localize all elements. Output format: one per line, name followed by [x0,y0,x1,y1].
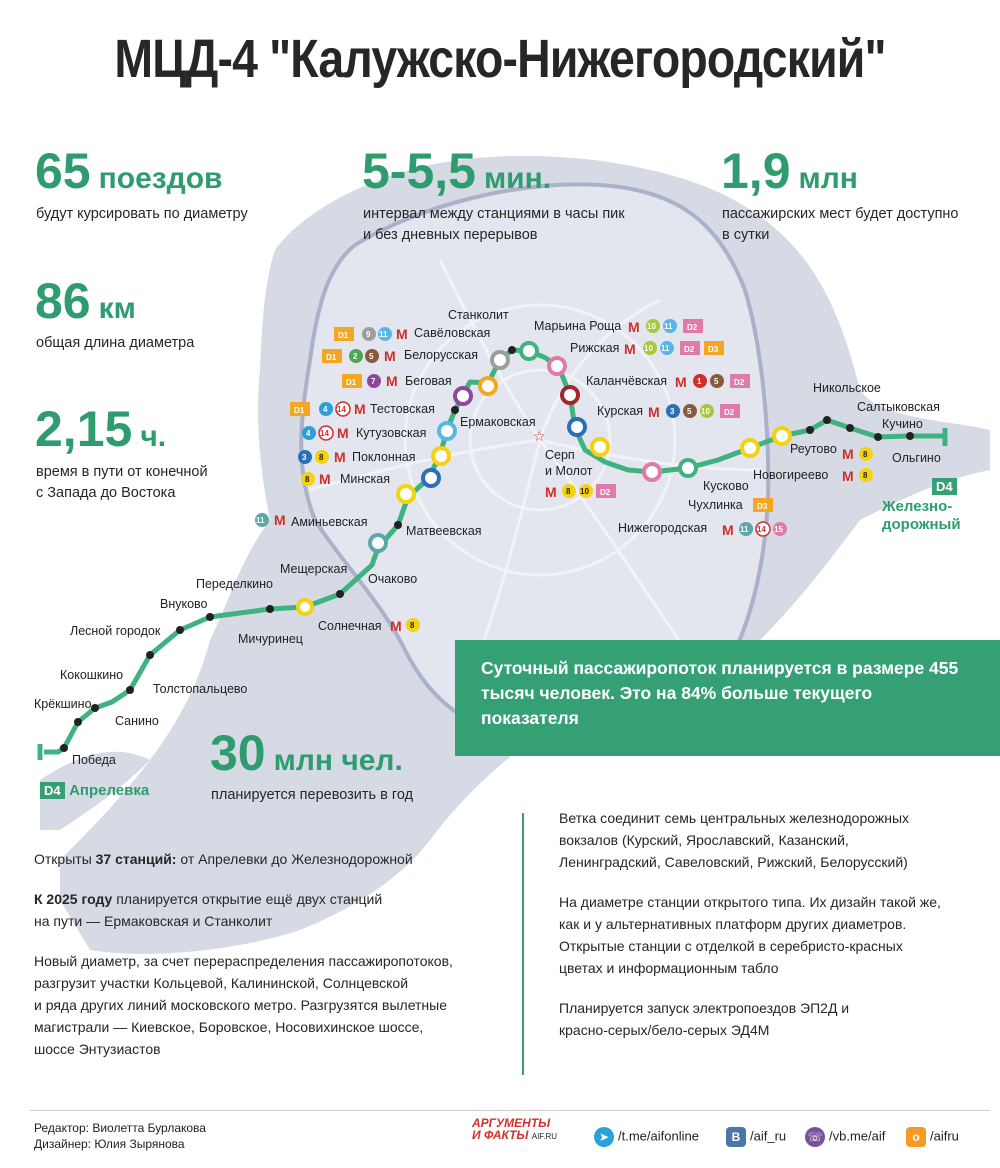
line-10-text: 10 [647,322,656,331]
station-label: Мичуринец [238,632,303,646]
stat-number: 65 [35,143,91,199]
note-text: на пути — Ермаковская и Станколит [34,913,273,929]
telegram-icon: ➤ [594,1127,614,1147]
station-label: Аминьевская [291,515,368,529]
viber-link[interactable] [805,1127,885,1147]
caption-line: время в пути от конечной [36,464,208,480]
d2-text: D2 [687,323,698,332]
stat-number: 86 [35,273,91,329]
station-label: Нижегородская [618,521,708,535]
line-11-text: 11 [661,344,670,353]
station-label: Поклонная [352,450,416,464]
d4-badge: D4 [40,782,65,799]
line-14-text: 14 [757,525,766,534]
station-label: Марьина Роща [534,319,622,333]
station-label: Ермаковская [460,415,536,429]
line-11-text: 11 [740,525,749,534]
line-11-text: 11 [379,330,388,339]
metro-icon: M [354,401,366,417]
station-label: Савёловская [414,326,491,340]
stat-caption: будут курсировать по диаметру [36,206,248,222]
d3-text: D3 [757,502,768,511]
notes-right [559,807,979,1041]
line-8-text: 8 [863,471,868,480]
station-label: Переделкино [196,577,273,591]
d2-text: D2 [600,488,611,497]
stat-unit: мин. [483,162,552,195]
note-text: от Апрелевки до Железнодорожной [176,851,413,867]
link-text: /aif_ru [750,1128,787,1144]
station-label: Тестовская [370,402,435,416]
station-label: Серп [545,448,575,462]
station-label: Станколит [448,308,509,322]
metro-icon: M [842,446,854,462]
logo-line-2 [472,1129,557,1143]
note-line: красно-серых/бело-серых ЭД4М [559,1022,770,1038]
line-10-text: 10 [644,344,653,353]
station-label: Белорусская [404,348,479,362]
station-label: Кутузовская [356,426,427,440]
terminal-name-line: Железно- [882,498,953,515]
editor-credit: Редактор: Виолетта Бурлакова [34,1121,206,1135]
metro-icon: M [624,341,636,357]
note-line: вокзалов (Курский, Ярославский, Казанский, [559,832,849,848]
note-line: Ленинградский, Савеловский, Рижский, Белорусский) [559,854,908,870]
note-line: разгрузит участки Кольцевой, Калининской, Солнцевской [34,975,409,991]
line-3-text: 3 [302,453,307,462]
line-5-text: 5 [687,407,692,416]
line-9-text: 9 [366,330,371,339]
station-label: Толстопальцево [153,682,248,696]
terminal-name-line: дорожный [882,516,961,533]
stat-unit: млн [798,162,858,195]
note-line: Планируется запуск электропоездов ЭП2Д и [559,1000,850,1016]
stat-unit: поездов [98,162,223,195]
note-line: шоссе Энтузиастов [34,1041,161,1057]
caption-line: и без дневных перерывов [363,227,538,243]
stat-number: 30 [210,725,266,781]
aif-logo[interactable] [472,1117,557,1143]
page-title: МЦД-4 "Калужско-Нижегородский" [114,29,886,89]
note-line: и ряда других линий московского метро. Разгрузятся вылетные [34,997,448,1013]
note-line: Новый диаметр, за счет перераспределения пассажиропотоков, [34,953,453,969]
station-label: Чухлинка [688,498,743,512]
line-5-text: 5 [714,377,719,386]
kremlin-star-icon: ☆ [533,429,546,445]
note-paragraph [34,848,494,870]
metro-icon: M [842,468,854,484]
metro-icon: M [386,373,398,389]
terminal-east-name [882,498,961,534]
station-label: Матвеевская [406,524,482,538]
station-label: Внуково [160,597,208,611]
station-label: Мещерская [280,562,348,576]
note-line: Открытые станции с отделкой в серебристо-красных [559,938,903,954]
note-text: Открыты [34,851,96,867]
odnoklassniki-icon: o [906,1127,926,1147]
line-7-text: 7 [371,377,376,386]
line-8-text: 8 [863,450,868,459]
station-label: Беговая [405,374,452,388]
station-label: и Молот [545,464,593,478]
link-text: /aifru [930,1128,959,1144]
metro-icon: M [274,512,286,528]
metro-icon: M [390,618,402,634]
station-label: Солнечная [318,619,382,633]
station-label: Рижская [570,341,620,355]
line-2-text: 2 [353,352,358,361]
logo-line: АРГУМЕНТЫ [472,1116,551,1130]
d1-text: D1 [346,378,357,387]
logo-text: И ФАКТЫ [472,1128,529,1142]
d1-text: D1 [338,331,349,340]
note-line: как и у альтернативных платформ других диаметров. [559,916,907,932]
terminal-west [40,782,149,800]
d1-text: D1 [326,353,337,362]
link-text: /vb.me/aif [829,1128,886,1144]
station-label: Салтыковская [857,400,940,414]
station-label: Новогиреево [753,468,829,482]
line-14-text: 14 [320,429,329,438]
note-line: цветах и информационным табло [559,960,779,976]
stat-number: 1,9 [721,143,791,199]
station-label: Лесной городок [70,624,161,638]
metro-icon: M [384,348,396,364]
station-label: Каланчёвская [586,374,668,388]
passenger-flow-highlight: Суточный пассажиропоток планируется в размере 455 тысяч человек. Это на 84% больше текущего показателя [455,640,1000,756]
note-bold: К 2025 году [34,891,113,907]
stat-unit: ч. [140,420,167,453]
station-label: Реутово [790,442,837,456]
telegram-link[interactable] [594,1127,699,1147]
note-paragraph [559,807,979,873]
metro-icon: M [337,425,349,441]
line-11-text: 11 [256,516,265,525]
station-label: Крёкшино [34,697,92,711]
note-bold: 37 станций: [95,851,177,867]
notes-divider [522,813,524,1075]
stat-unit: км [98,292,136,325]
note-line: Ветка соединит семь центральных железнодорожных [559,810,910,826]
metro-icon: M [628,319,640,335]
terminal-east-badge [932,478,957,496]
stat-unit: млн чел. [273,744,403,777]
logo-site: AIF.RU [531,1132,558,1141]
terminal-name: Апрелевка [69,782,150,799]
d4-badge: D4 [932,478,957,495]
note-line: магистрали — Киевское, Боровское, Носовихинское шоссе, [34,1019,424,1035]
line-11-text: 11 [664,322,673,331]
metro-icon: M [722,522,734,538]
station-label: Минская [340,472,391,486]
station-label: Санино [115,714,159,728]
note-paragraph [34,950,494,1060]
line-8-text: 8 [410,621,415,630]
stat-caption: планируется перевозить в год [211,787,414,803]
d2-text: D2 [684,345,695,354]
vk-icon: B [726,1127,746,1147]
line-5-text: 5 [369,352,374,361]
line-10-text: 10 [701,407,710,416]
metro-icon: M [319,471,331,487]
station-label: Очаково [368,572,418,586]
note-line: На диаметре станции открытого типа. Их дизайн такой же, [559,894,941,910]
caption-line: пассажирских мест будет доступно [722,206,959,222]
metro-icon: M [334,449,346,465]
line-8-text: 8 [305,475,310,484]
note-paragraph [559,891,979,979]
caption-line: с Запада до Востока [36,485,176,501]
svg-text:1: 1 [697,377,702,386]
station-label: Победа [72,753,116,767]
notes-left [34,848,494,1060]
line-8-text: 8 [566,487,571,496]
metro-icon: M [675,374,687,390]
d2-text: D2 [724,408,735,417]
metro-icon: M [545,484,557,500]
line-14-text: 14 [337,405,346,414]
note-paragraph [559,997,979,1041]
stat-number: 5-5,5 [362,143,476,199]
station-label: Курская [597,404,644,418]
viber-icon: ☏ [805,1127,825,1147]
line-4-text: 4 [306,429,311,438]
line-4-text: 4 [323,405,328,414]
ok-link[interactable] [906,1127,959,1147]
footer-divider [30,1110,990,1111]
line-15-text: 15 [774,525,783,534]
note-text: планируется открытие ещё двух станций [112,891,383,907]
stat-number: 2,15 [35,401,133,457]
d2-text: D2 [734,378,745,387]
d3-text: D3 [708,345,719,354]
caption-line: в сутки [722,227,770,243]
station-label: Ольгино [892,451,941,465]
designer-credit: Дизайнер: Юлия Зырянова [34,1137,185,1151]
line-8-text: 8 [319,453,324,462]
stat-caption: общая длина диаметра [36,335,195,351]
d1-text: D1 [294,406,305,415]
footer-credits [34,1120,206,1152]
line-3-text: 3 [670,407,675,416]
station-label: Кокошкино [60,668,124,682]
note-paragraph [34,888,494,932]
station-label: Кусково [703,479,749,493]
link-text: /t.me/aifonline [618,1128,699,1144]
station-label: Никольское [813,381,881,395]
metro-icon: M [396,326,408,342]
station-label: Кучино [882,417,923,431]
caption-line: интервал между станциями в часы пик [363,206,625,222]
vk-link[interactable] [726,1127,786,1147]
line-10-text: 10 [580,487,589,496]
metro-icon: M [648,404,660,420]
